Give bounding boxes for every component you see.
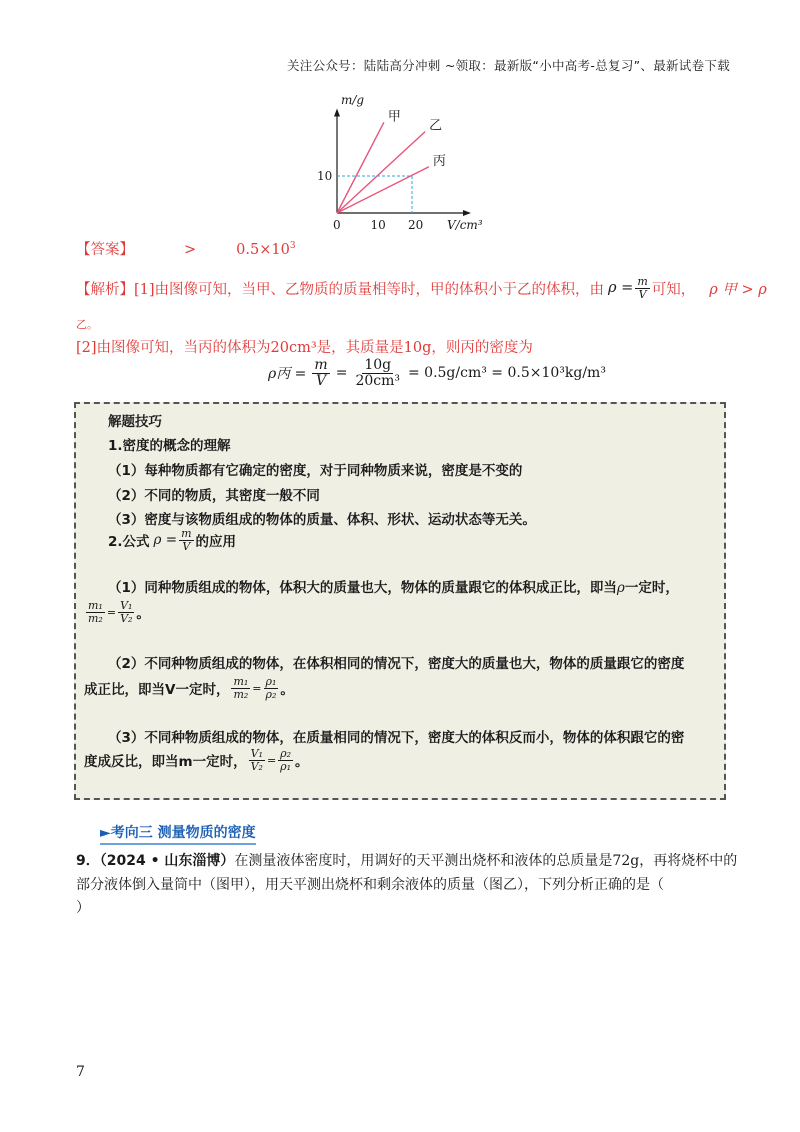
question-number: 9． — [76, 853, 100, 869]
tips-a1-formula: $\frac{\text{m₁}}{\text{m₂}}$ = $\frac{\text{V₁}}{\text{V₂}}$ 。 — [88, 599, 150, 625]
formula-lhs: ρ丙 = — [268, 366, 307, 383]
tips-item-1: （1）每种物质都有它确定的密度，对于同种物质来说，密度是不变的 — [108, 463, 523, 479]
series-label-3: 丙 — [432, 153, 446, 169]
answer-value-2: $0.5\times 10^3$ — [236, 241, 296, 258]
analysis-line-1-tail: 乙。 — [76, 318, 98, 331]
page-header: 关注公众号：陆陆高分冲刺 ~领取：最新版“小中高考-总复习”、最新试卷下载 — [286, 58, 730, 73]
formula-frac-1: $\frac{m}{V}$ — [314, 357, 328, 389]
y-tick-label-1: 10 — [317, 169, 333, 183]
question-source: （2024 • 山东淄博） — [99, 853, 235, 869]
series-label-1: 甲 — [387, 109, 401, 125]
y-axis-label: m/g — [341, 93, 365, 107]
x-tick-label-2: 10 — [370, 218, 386, 232]
formula-rhs: = 0.5g/cm³ = 0.5×10³kg/m³ — [407, 365, 606, 382]
mass-volume-chart — [315, 90, 495, 235]
analysis-line-2: [2]由图像可知，当丙的体积为20cm³是，其质量是10g，则丙的密度为 — [76, 340, 533, 356]
tips-item-3: （3）密度与该物质组成的物体的质量、体积、形状、运动状态等无关。 — [108, 512, 536, 528]
analysis-text-2: 可知， — [651, 281, 696, 298]
tips-box — [74, 402, 726, 800]
formula-eq: = — [335, 365, 348, 382]
series-label-2: 乙 — [429, 118, 443, 134]
tips-c2: 度成反比，即当m一定时， $\frac{\text{V₁}}{\text{V₂}}$ = $\frac{\text{ρ₂}}{\text{ρ₁}}$ 。 — [84, 747, 309, 773]
analysis-compare: ρ 甲 > ρ — [709, 281, 767, 298]
tips-heading-1: 1.密度的概念的理解 — [108, 438, 231, 454]
analysis-line-1 — [76, 276, 767, 300]
page-number: 7 — [76, 1064, 85, 1080]
tips-b1: （2）不同种物质组成的物体，在体积相同的情况下，密度大的质量也大，物体的质量跟它的密度 — [108, 656, 685, 672]
x-axis-arrow — [463, 210, 471, 216]
series-line-1 — [337, 122, 384, 213]
series-line-3 — [337, 167, 429, 213]
answer-label: 【答案】 — [76, 242, 134, 258]
section-heading: ►考向三 测量物质的密度 — [100, 822, 256, 845]
x-tick-label-3: 20 — [408, 218, 424, 232]
tips-c1: （3）不同种物质组成的物体，在质量相同的情况下，密度大的体积反而小，物体的体积跟它的密 — [108, 730, 685, 746]
tips-b2: 成正比，即当V一定时， $\frac{\text{m₁}}{\text{m₂}}$ = $\frac{\text{ρ₁}}{\text{ρ₂}}$ 。 — [84, 675, 294, 701]
question-line-1 — [76, 850, 737, 870]
answer-line — [76, 238, 296, 259]
rho-symbol: ρ = — [608, 280, 634, 297]
formula-frac-2: $\frac{10g}{\text{20cm³}}$ — [355, 357, 400, 389]
x-axis-label: V/cm³ — [447, 218, 483, 232]
question-line-2: 部分液体倒入量筒中（图甲），用天平测出烧杯和剩余液体的质量（图乙），下列分析正确的是（ — [76, 877, 664, 893]
question-text-1: 在测量液体密度时，用调好的天平测出烧杯和液体的总质量是72g，再将烧杯中的 — [234, 853, 738, 869]
tips-item-2: （2）不同的物质，其密度一般不同 — [108, 488, 320, 504]
analysis-fraction: $\frac{m}{V}$ — [637, 275, 648, 301]
analysis-label: 【解析】 — [76, 281, 134, 298]
y-axis-arrow — [334, 109, 340, 117]
series-line-2 — [337, 132, 425, 213]
density-formula — [268, 358, 606, 388]
tips-heading-2: 2.公式 ρ = $\frac{m}{V}$ 的应用 — [108, 527, 237, 553]
question-line-3: ） — [76, 900, 90, 916]
tips-a1: （1）同种物质组成的物体，体积大的质量也大，物体的质量跟它的体积成正比，即当ρ一定时， — [108, 580, 679, 596]
analysis-text-1: [1]由图像可知，当甲、乙物质的质量相等时，甲的体积小于乙的体积，由 — [134, 281, 605, 298]
x-tick-label-1: 0 — [333, 218, 341, 232]
tips-title: 解题技巧 — [108, 414, 162, 430]
answer-value-1: > — [184, 242, 197, 258]
